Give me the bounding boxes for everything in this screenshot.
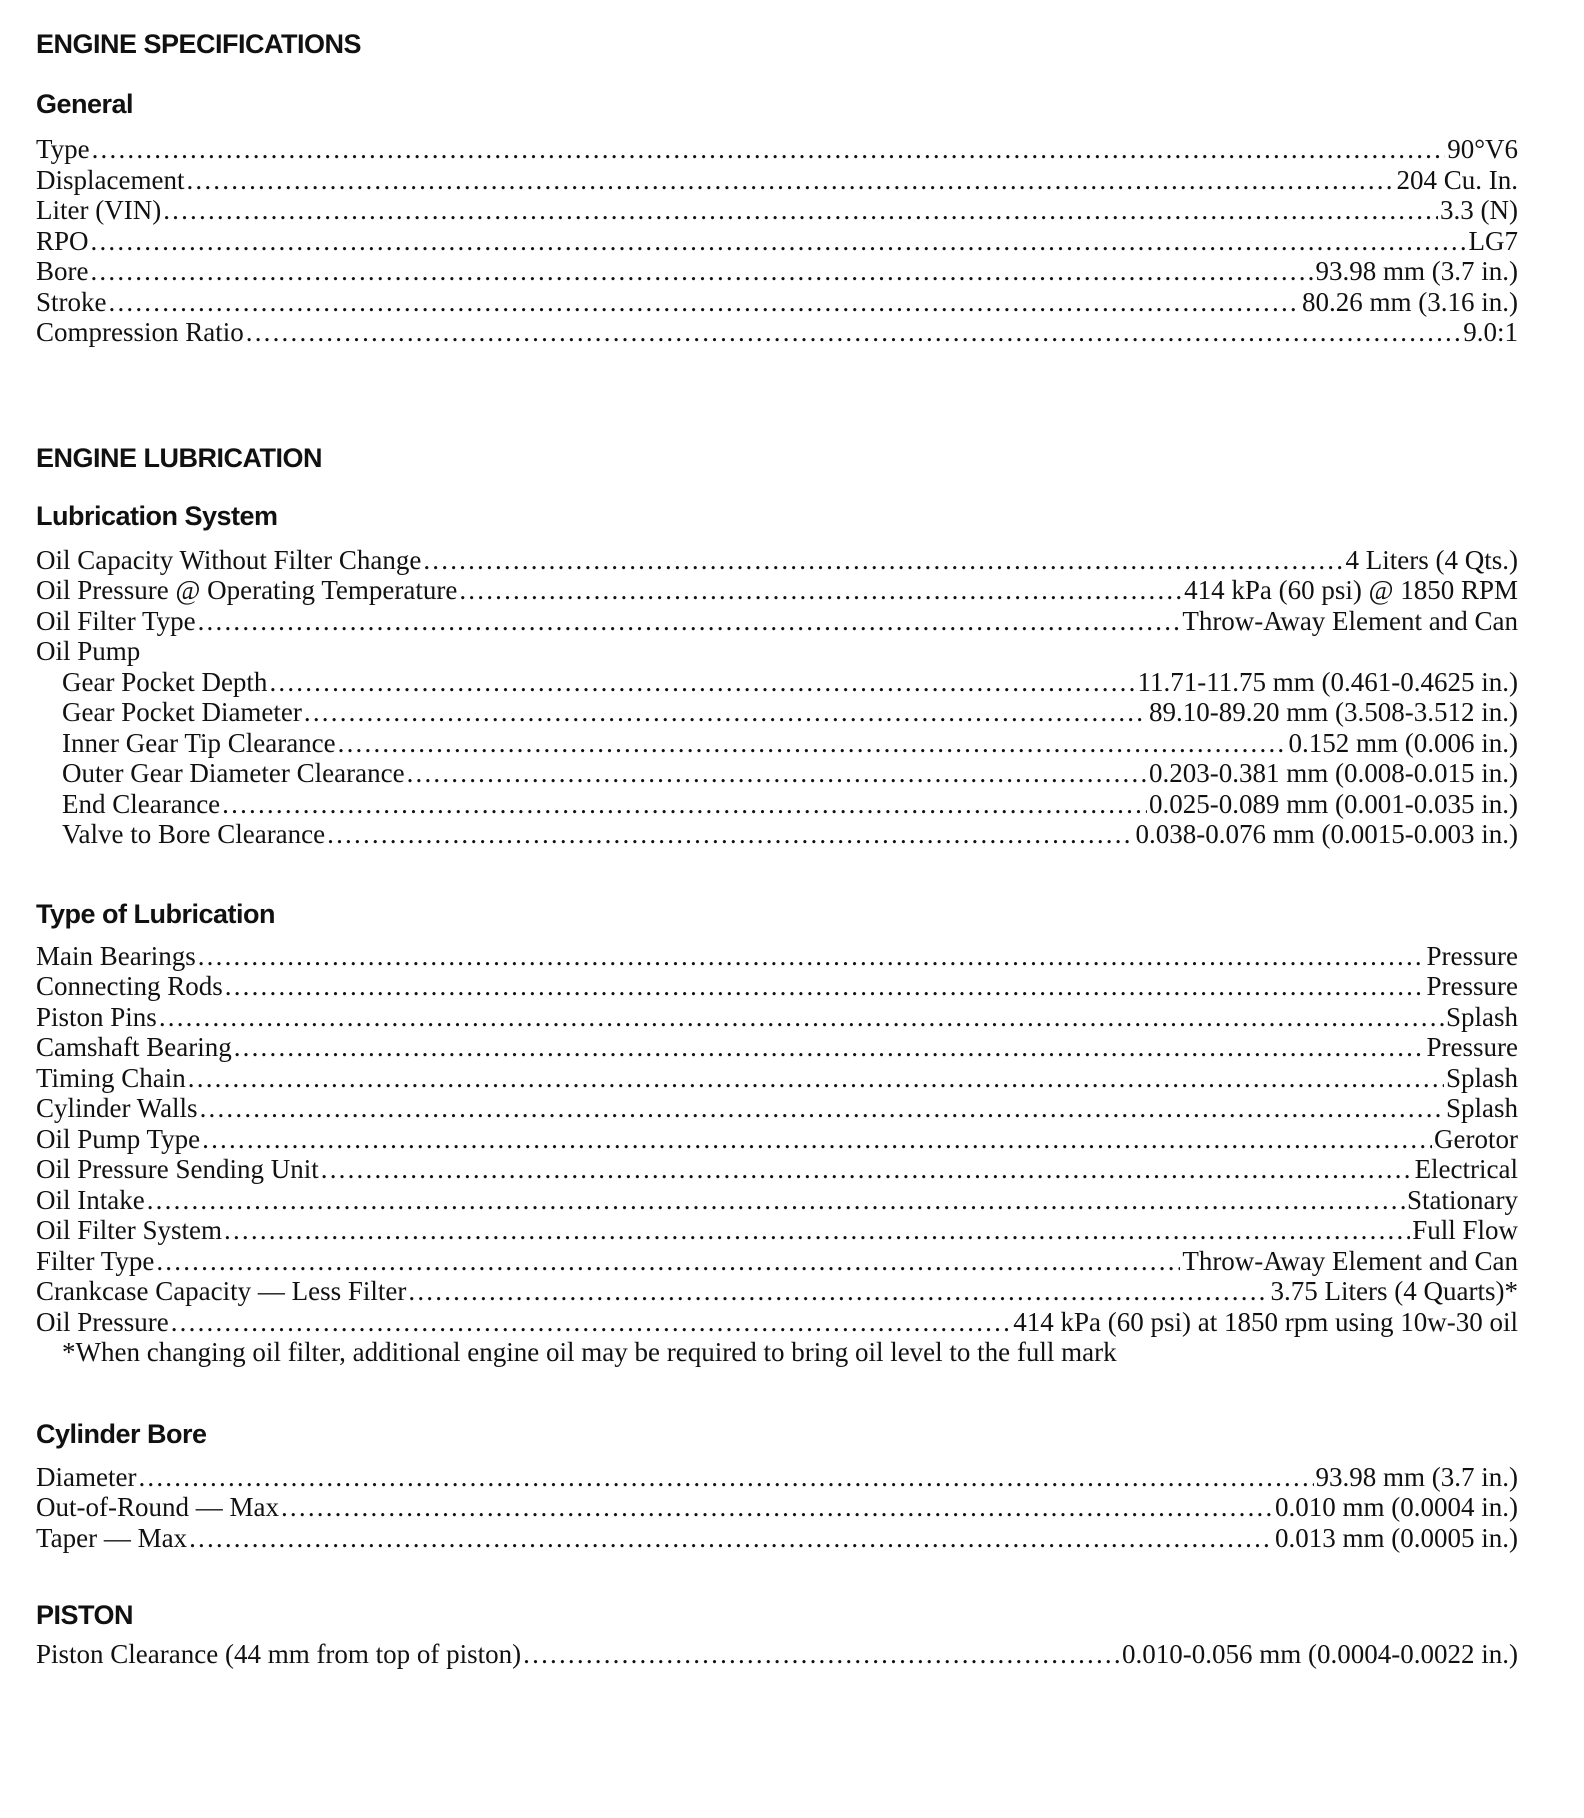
dot-leader — [90, 256, 1313, 287]
piston-list — [36, 1639, 1518, 1670]
oil-pump-label: Oil Pump — [36, 636, 141, 666]
spec-value: 0.152 mm (0.006 in.) — [1288, 727, 1518, 758]
spec-value: 90°V6 — [1447, 134, 1518, 164]
spec-value: 0.203-0.381 mm (0.008-0.015 in.) — [1149, 758, 1518, 788]
dot-leader — [109, 287, 1301, 318]
spec-row — [36, 1093, 1518, 1124]
spec-value: Electrical — [1414, 1154, 1518, 1184]
general-spec-list — [36, 134, 1518, 348]
spec-value: 11.71-11.75 mm (0.461-0.4625 in.) — [1137, 666, 1518, 697]
spec-value: 0.038-0.076 mm (0.0015-0.003 in.) — [1135, 819, 1518, 849]
spec-row — [36, 1215, 1518, 1246]
spec-value: Pressure — [1426, 940, 1518, 971]
spec-label: Crankcase Capacity — Less Filter — [36, 1276, 407, 1306]
dot-leader — [459, 575, 1182, 606]
engine-specifications-title: ENGINE SPECIFICATIONS — [36, 29, 362, 59]
dot-leader — [222, 789, 1147, 820]
lubrication-system-list — [36, 545, 1518, 637]
dot-leader — [321, 1154, 1413, 1185]
spec-value: Pressure — [1426, 971, 1518, 1001]
spec-value: LG7 — [1468, 225, 1518, 256]
spec-value: 204 Cu. In. — [1396, 164, 1518, 195]
spec-label: End Clearance — [62, 788, 221, 819]
spec-row — [36, 1063, 1518, 1094]
spec-label: Oil Filter Type — [36, 605, 196, 636]
dot-leader — [202, 1124, 1432, 1155]
spec-row — [36, 1523, 1518, 1554]
spec-row — [36, 1002, 1518, 1033]
spec-row — [36, 758, 1518, 789]
spec-row — [36, 1154, 1518, 1185]
spec-label: Diameter — [36, 1461, 137, 1492]
dot-leader — [200, 1093, 1444, 1124]
spec-label: Oil Pressure — [36, 1306, 169, 1337]
dot-leader — [234, 1032, 1425, 1063]
spec-row — [36, 971, 1518, 1002]
lubrication-system-heading: Lubrication System — [36, 500, 278, 531]
dot-leader — [225, 971, 1425, 1002]
type-of-lubrication-heading: Type of Lubrication — [36, 898, 275, 929]
dot-leader — [156, 1246, 1180, 1277]
spec-label: Oil Intake — [36, 1184, 145, 1215]
spec-label: Liter (VIN) — [36, 195, 162, 225]
spec-row — [36, 1124, 1518, 1155]
spec-row — [36, 697, 1518, 728]
dot-leader — [407, 758, 1147, 789]
dot-leader — [408, 1276, 1268, 1307]
dot-leader — [159, 1002, 1444, 1033]
spec-value: Splash — [1445, 1062, 1518, 1093]
spec-label: Connecting Rods — [36, 971, 223, 1001]
dot-leader — [327, 819, 1133, 850]
spec-row — [36, 819, 1518, 850]
spec-row — [36, 1032, 1518, 1063]
dot-leader — [188, 1063, 1444, 1094]
spec-label: Gear Pocket Diameter — [62, 697, 302, 727]
spec-row — [36, 1246, 1518, 1277]
spec-row — [36, 667, 1518, 698]
dot-leader — [198, 941, 1425, 972]
spec-row — [36, 1276, 1518, 1307]
spec-label: Type — [36, 134, 90, 164]
dot-leader — [269, 667, 1135, 698]
spec-row — [36, 1185, 1518, 1216]
spec-row — [36, 195, 1518, 226]
spec-label: Bore — [36, 256, 89, 286]
spec-label: Outer Gear Diameter Clearance — [62, 758, 405, 788]
spec-value: 414 kPa (60 psi) at 1850 rpm using 10w-30 oil — [1013, 1306, 1518, 1337]
general-heading: General — [36, 89, 134, 119]
spec-row — [36, 317, 1518, 348]
spec-value: Gerotor — [1434, 1123, 1518, 1154]
spec-value: 0.013 mm (0.0005 in.) — [1275, 1522, 1518, 1553]
spec-value: Throw-Away Element and Can — [1182, 605, 1518, 636]
cylinder-bore-heading: Cylinder Bore — [36, 1418, 207, 1449]
spec-row — [36, 256, 1518, 287]
spec-row — [36, 545, 1518, 576]
spec-label: Stroke — [36, 286, 107, 317]
dot-leader — [423, 545, 1343, 576]
spec-row — [36, 134, 1518, 165]
spec-value: 0.010 mm (0.0004 in.) — [1275, 1492, 1518, 1522]
spec-label: Out-of-Round — Max — [36, 1492, 279, 1522]
spec-row — [36, 1307, 1518, 1338]
spec-value: 0.025-0.089 mm (0.001-0.035 in.) — [1149, 788, 1518, 819]
spec-row — [36, 287, 1518, 318]
dot-leader — [163, 195, 1438, 226]
spec-label: Gear Pocket Depth — [62, 666, 268, 697]
spec-value: 9.0:1 — [1463, 317, 1518, 347]
spec-label: Oil Pressure @ Operating Temperature — [36, 575, 458, 605]
dot-leader — [246, 317, 1461, 348]
spec-label: Oil Capacity Without Filter Change — [36, 544, 422, 575]
oil-pump-list — [36, 667, 1518, 850]
dot-leader — [304, 697, 1147, 728]
spec-value: Splash — [1445, 1001, 1518, 1032]
spec-value: 93.98 mm (3.7 in.) — [1315, 256, 1518, 286]
spec-label: Compression Ratio — [36, 317, 244, 347]
spec-value: 3.3 (N) — [1440, 195, 1518, 225]
spec-label: Cylinder Walls — [36, 1093, 198, 1123]
spec-value: 80.26 mm (3.16 in.) — [1302, 286, 1518, 317]
spec-label: Piston Clearance (44 mm from top of piston) — [36, 1639, 522, 1669]
type-of-lubrication-list — [36, 941, 1518, 1338]
dot-leader — [186, 165, 1394, 196]
oil-filter-footnote: *When changing oil filter, additional engine oil may be required to bring oil level to the full mark — [62, 1337, 1117, 1367]
spec-label: Inner Gear Tip Clearance — [62, 727, 336, 758]
spec-value: Splash — [1445, 1093, 1518, 1123]
engine-lubrication-title: ENGINE LUBRICATION — [36, 442, 322, 473]
spec-label: Main Bearings — [36, 940, 196, 971]
dot-leader — [338, 728, 1287, 759]
dot-leader — [198, 606, 1181, 637]
spec-row — [36, 165, 1518, 196]
spec-value: 93.98 mm (3.7 in.) — [1315, 1461, 1518, 1492]
spec-row — [36, 789, 1518, 820]
spec-row — [36, 226, 1518, 257]
spec-label: Oil Filter System — [36, 1215, 223, 1245]
spec-value: Throw-Away Element and Can — [1182, 1245, 1518, 1276]
dot-leader — [147, 1185, 1405, 1216]
spec-value: Full Flow — [1412, 1215, 1518, 1245]
dot-leader — [91, 226, 1467, 257]
dot-leader — [523, 1639, 1120, 1670]
spec-value: 0.010-0.056 mm (0.0004-0.0022 in.) — [1122, 1639, 1518, 1669]
spec-label: RPO — [36, 225, 89, 256]
spec-value: 414 kPa (60 psi) @ 1850 RPM — [1184, 575, 1518, 605]
spec-value: 3.75 Liters (4 Quarts)* — [1270, 1276, 1518, 1306]
spec-value: Stationary — [1407, 1184, 1518, 1215]
dot-leader — [92, 134, 1446, 165]
spec-label: Timing Chain — [36, 1062, 186, 1093]
spec-row — [36, 1462, 1518, 1493]
spec-label: Filter Type — [36, 1245, 155, 1276]
spec-row — [36, 606, 1518, 637]
spec-value: Pressure — [1426, 1032, 1518, 1062]
spec-row — [36, 575, 1518, 606]
spec-row — [36, 1639, 1518, 1670]
spec-value: 89.10-89.20 mm (3.508-3.512 in.) — [1149, 697, 1518, 727]
cylinder-bore-list — [36, 1462, 1518, 1554]
spec-row — [36, 941, 1518, 972]
spec-page — [36, 28, 1518, 1670]
dot-leader — [224, 1215, 1410, 1246]
dot-leader — [138, 1462, 1313, 1493]
spec-label: Taper — Max — [36, 1522, 188, 1553]
dot-leader — [189, 1523, 1273, 1554]
spec-label: Camshaft Bearing — [36, 1032, 232, 1062]
spec-label: Displacement — [36, 164, 185, 195]
spec-value: 4 Liters (4 Qts.) — [1345, 544, 1518, 575]
spec-label: Oil Pump Type — [36, 1123, 201, 1154]
dot-leader — [171, 1307, 1012, 1338]
spec-row — [36, 728, 1518, 759]
spec-row — [36, 1492, 1518, 1523]
piston-title: PISTON — [36, 1600, 134, 1630]
spec-label: Oil Pressure Sending Unit — [36, 1154, 319, 1184]
spec-label: Valve to Bore Clearance — [62, 819, 326, 849]
spec-label: Piston Pins — [36, 1001, 157, 1032]
dot-leader — [281, 1492, 1273, 1523]
